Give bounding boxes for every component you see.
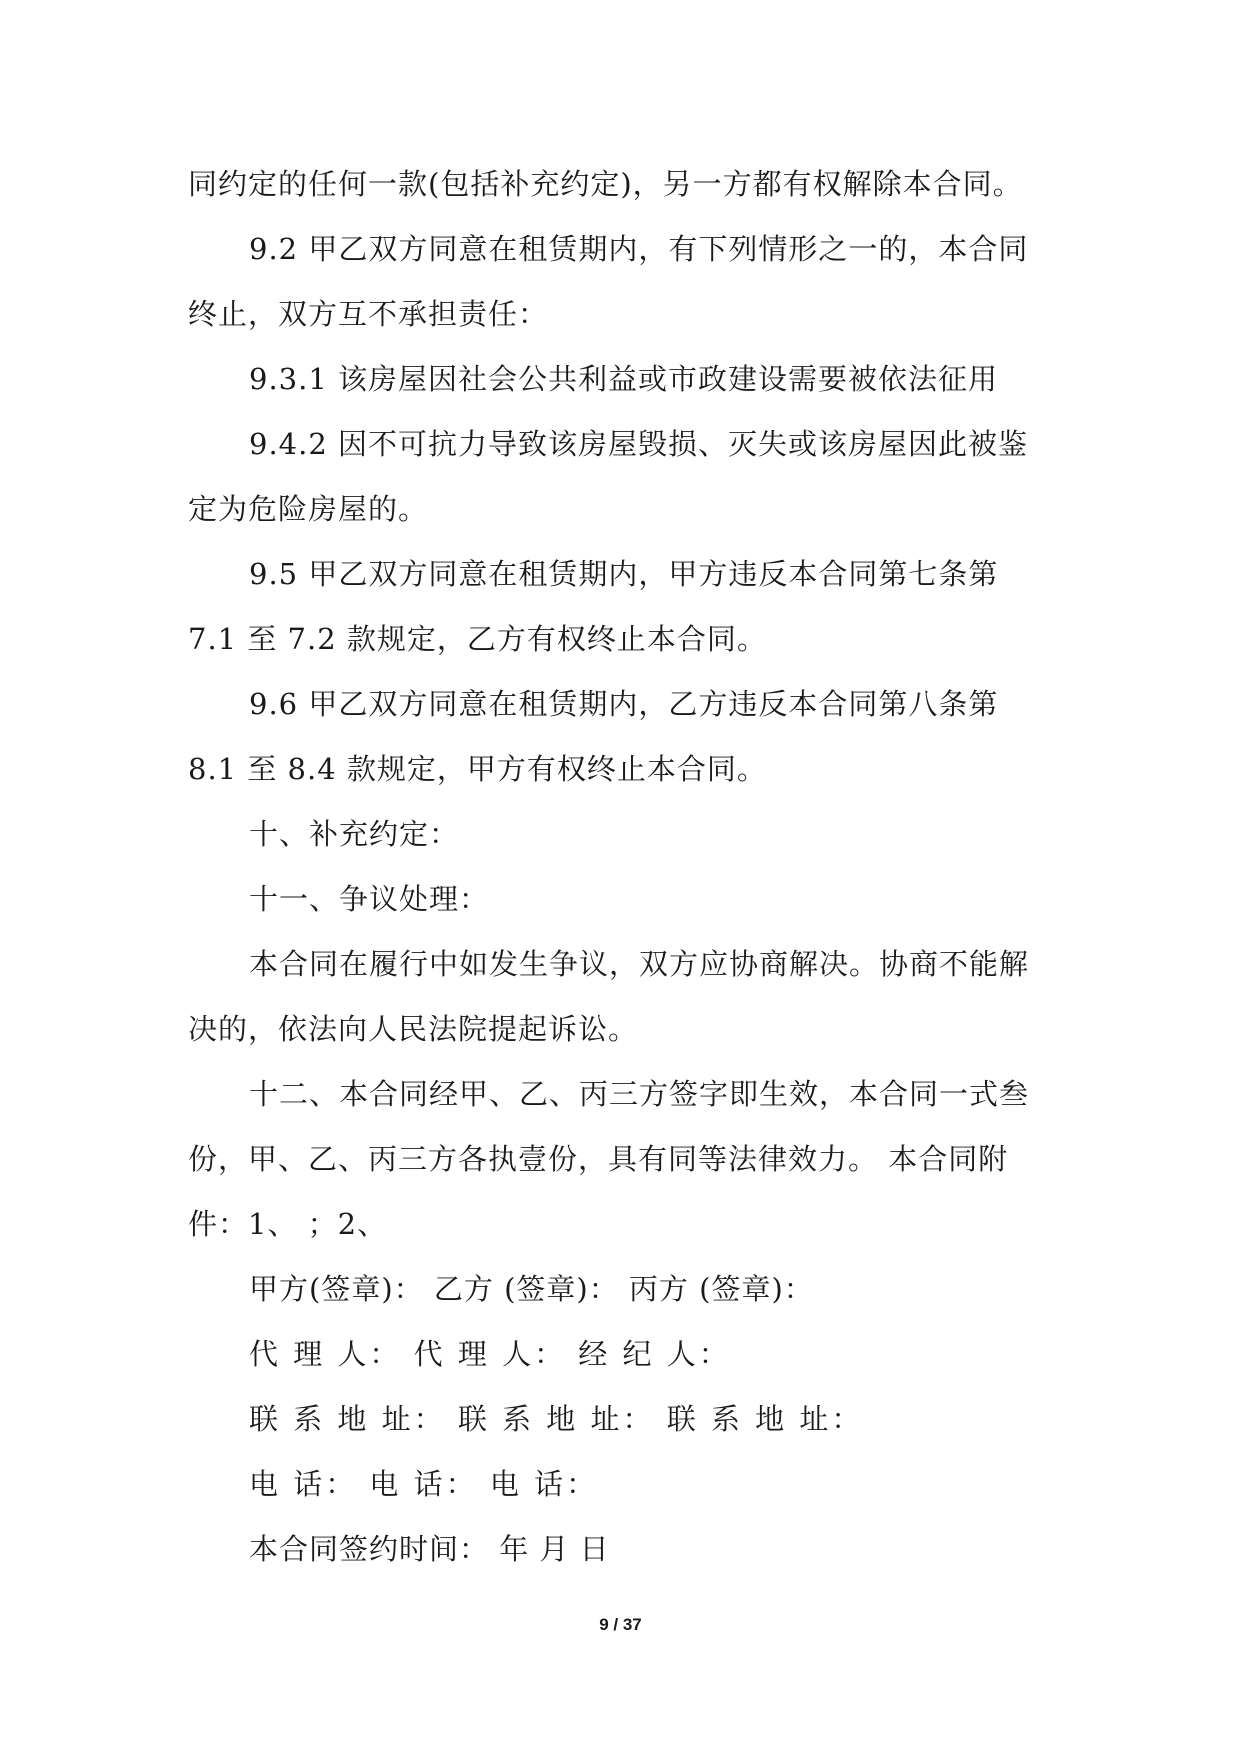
clause-9-3-1: 9.3.1 该房屋因社会公共利益或市政建设需要被依法征用	[249, 362, 999, 396]
page-number: 9 / 37	[599, 1615, 642, 1634]
signing-date-line: 本合同签约时间： 年 月 日	[249, 1532, 610, 1566]
clause-9-6: 9.6 甲乙双方同意在租赁期内，乙方违反本合同第八条第	[249, 687, 999, 721]
paragraph-line: 定为危险房屋的。	[188, 492, 429, 526]
paragraph-line: 8.1 至 8.4 款规定，甲方有权终止本合同。	[188, 752, 767, 786]
signature-line-phone: 电 话： 电 话： 电 话：	[249, 1467, 599, 1501]
section-heading-11: 十一、争议处理：	[249, 882, 490, 916]
document-body	[188, 152, 1068, 1582]
paragraph-line: 件：1、 ；2、	[188, 1207, 388, 1241]
clause-9-5: 9.5 甲乙双方同意在租赁期内，甲方违反本合同第七条第	[249, 557, 999, 591]
clause-9-4-2: 9.4.2 因不可抗力导致该房屋毁损、灭失或该房屋因此被鉴	[249, 427, 1029, 461]
paragraph-line: 终止，双方互不承担责任：	[188, 297, 549, 331]
section-heading-12: 十二、本合同经甲、乙、丙三方签字即生效，本合同一式叁	[249, 1077, 1030, 1111]
signature-line-address: 联 系 地 址： 联 系 地 址： 联 系 地 址：	[249, 1402, 864, 1436]
signature-line-agent: 代 理 人： 代 理 人： 经 纪 人：	[249, 1337, 731, 1371]
section-heading-10: 十、补充约定：	[249, 817, 460, 851]
clause-9-2: 9.2 甲乙双方同意在租赁期内，有下列情形之一的，本合同	[249, 232, 1029, 266]
dispute-clause: 本合同在履行中如发生争议，双方应协商解决。协商不能解	[249, 947, 1030, 981]
signature-line-seal: 甲方(签章)： 乙方 (签章)： 丙方 (签章)：	[249, 1272, 814, 1306]
paragraph-line: 份，甲、乙、丙三方各执壹份，具有同等法律效力。 本合同附	[188, 1142, 1009, 1176]
paragraph-line: 同约定的任何一款(包括补充约定)，另一方都有权解除本合同。	[188, 167, 1023, 201]
paragraph-line: 7.1 至 7.2 款规定，乙方有权终止本合同。	[188, 622, 767, 656]
paragraph-line: 决的，依法向人民法院提起诉讼。	[188, 1012, 639, 1046]
